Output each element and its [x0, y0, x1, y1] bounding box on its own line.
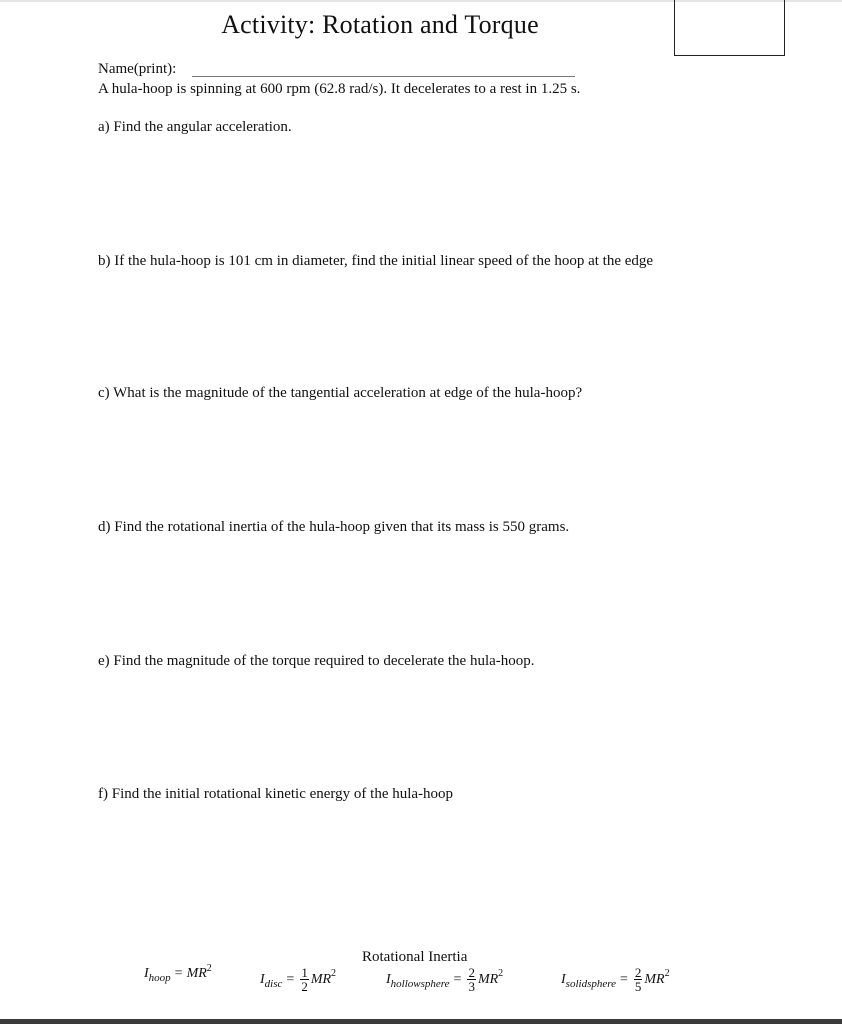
formula-exponent: 2: [498, 968, 504, 979]
formula-rhs: MR: [186, 966, 207, 981]
question-b: b) If the hula-hoop is 101 cm in diameter, find the initial linear speed of the hoop at the edge: [98, 253, 654, 269]
question-a: a) Find the angular acceleration.: [98, 119, 292, 135]
fraction-denominator: 5: [634, 979, 642, 994]
equals-sign: =: [453, 971, 462, 987]
formula-hoop: [144, 962, 212, 984]
fraction-numerator: 2: [468, 965, 475, 980]
formula-rhs: MR: [310, 971, 332, 987]
question-d: d) Find the rotational inertia of the hula-hoop given that its mass is 550 grams.: [98, 519, 570, 535]
formula-symbol: I: [260, 971, 265, 987]
page-title: Activity: Rotation and Torque: [221, 10, 539, 39]
formula-hollow-sphere: [386, 966, 503, 993]
rotational-inertia-title: Rotational Inertia: [362, 949, 468, 965]
score-box: [674, 0, 785, 56]
formula-symbol: I: [144, 966, 149, 981]
formula-subscript: hollowsphere: [390, 977, 450, 990]
question-f: f) Find the initial rotational kinetic energy of the hula-hoop: [98, 786, 454, 802]
formula-exponent: 2: [664, 968, 670, 979]
formula-solid-sphere: [561, 966, 670, 993]
problem-intro: A hula-hoop is spinning at 600 rpm (62.8 rad/s). It decelerates to a rest in 1.25 s.: [98, 81, 581, 97]
name-label: Name(print):: [98, 61, 177, 77]
formula-symbol: I: [561, 971, 566, 987]
formula-disc: [260, 966, 336, 993]
fraction: [300, 966, 309, 993]
formula-exponent: 2: [206, 962, 212, 974]
question-e: e) Find the magnitude of the torque required to decelerate the hula-hoop.: [98, 653, 535, 669]
fraction: [634, 966, 643, 993]
fraction-numerator: 1: [301, 965, 308, 980]
formula-subscript: disc: [264, 977, 283, 990]
formula-rhs: MR: [477, 971, 499, 987]
equals-sign: =: [619, 971, 628, 987]
equals-sign: =: [286, 971, 295, 987]
fraction: [467, 966, 476, 993]
formula-exponent: 2: [331, 968, 337, 979]
equals-sign: =: [174, 966, 183, 981]
bottom-border: [0, 1019, 842, 1024]
formula-subscript: hoop: [148, 972, 171, 984]
formula-symbol: I: [386, 971, 391, 987]
formula-rhs: MR: [644, 971, 665, 987]
fraction-denominator: 2: [301, 979, 308, 994]
question-c: c) What is the magnitude of the tangential acceleration at edge of the hula-hoop?: [98, 385, 583, 401]
fraction-denominator: 3: [468, 979, 475, 994]
name-blank-line: [192, 76, 575, 77]
formula-subscript: solidsphere: [565, 977, 616, 990]
fraction-numerator: 2: [634, 965, 642, 980]
